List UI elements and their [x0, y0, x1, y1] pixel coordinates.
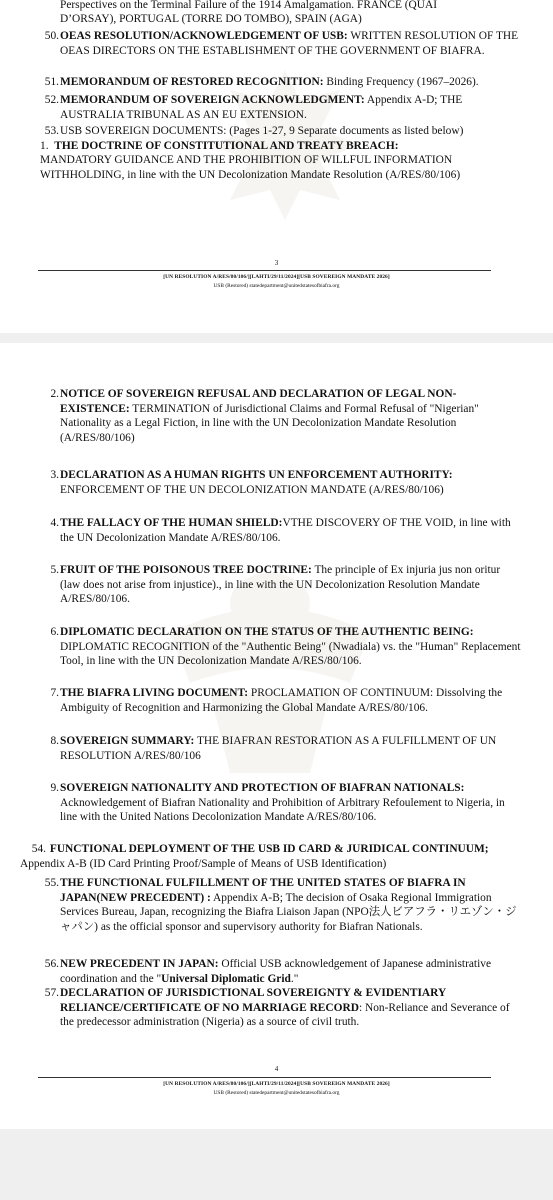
doc-item-8: 8. SOVEREIGN SUMMARY: THE BIAFRAN RESTORATION AS A FULFILLMENT OF UN RESOLUTION A/RES/80/106: [50, 735, 497, 762]
document-page-4: [0, 343, 553, 1129]
footer-divider: [38, 1077, 491, 1078]
list-item-56: 56. NEW PRECEDENT IN JAPAN: Official USB acknowledgement of Japanese administrative coordination and the "Universal Diplomatic Grid.": [44, 958, 491, 985]
doc-item-7: 7. THE BIAFRA LIVING DOCUMENT: PROCLAMATION OF CONTINUUM: Dissolving the Ambiguity of Recognition and Harmonizing the Global Mandate A/RES/80/106.: [50, 687, 503, 714]
list-item-55: 55. THE FUNCTIONAL FULFILLMENT OF THE UNITED STATES OF BIAFRA IN JAPAN(NEW PRECEDENT) : Appendix A-B; The decision of Osaka Regional Immigration Services Bureau, Japan, recognizing the Biafra Liaison Japan (NPO法人ビアフラ・リエゾン・ジャパン) as the official sponsor and supervisory authority for Biafran Nationals.: [44, 877, 517, 933]
list-item-51: 51. MEMORANDUM OF RESTORED RECOGNITION: Binding Frequency (1967–2026).: [44, 76, 479, 88]
doc-item-5: 5. FRUIT OF THE POISONOUS TREE DOCTRINE: The principle of Ex injuria jus non oritur (law does not arise from injustice)., in line with the UN Decolonization Resolution Mandate A/RES/80/106.: [50, 564, 501, 606]
list-item-50: 50. OEAS RESOLUTION/ACKNOWLEDGEMENT OF USB: WRITTEN RESOLUTION OF THE OEAS DIRECTORS ON THE ESTABLISHMENT OF THE GOVERNMENT OF BIAFRA.: [44, 30, 519, 57]
intro-line-1: Perspectives on the Terminal Failure of the 1914 Amalgamation. FRANCE (QUAI: [60, 0, 438, 11]
footer-email: USB (Restored) statedepartment@unitedstatesofbiafra.org: [213, 283, 340, 289]
footer-divider: [38, 270, 491, 271]
footer-reference: [UN RESOLUTION A/RES/80/106/][LAHTI/29/11/2024][USB SOVEREIGN MANDATE 2026]: [163, 1081, 390, 1087]
doc-item-6: 6. DIPLOMATIC DECLARATION ON THE STATUS OF THE AUTHENTIC BEING: DIPLOMATIC RECOGNITION of the "Authentic Being" (Nwadiala) vs. the "Human" Replacement Tool, in line with the UN Decolonization Mandate A/RES/80/106.: [50, 626, 521, 668]
footer-reference: [UN RESOLUTION A/RES/80/106/][LAHTI/29/11/2024][USB SOVEREIGN MANDATE 2026]: [163, 274, 390, 280]
document-page-3: [0, 0, 553, 333]
doc-item-3: 3. DECLARATION AS A HUMAN RIGHTS UN ENFORCEMENT AUTHORITY: ENFORCEMENT OF THE UN DECOLONIZATION MANDATE (A/RES/80/106): [50, 469, 453, 496]
footer-email: USB (Restored) statedepartment@unitedstatesofbiafra.org: [213, 1090, 340, 1096]
doctrine-line-2: MANDATORY GUIDANCE AND THE PROHIBITION OF WILLFUL INFORMATION: [40, 154, 453, 166]
doc-item-9: 9. SOVEREIGN NATIONALITY AND PROTECTION OF BIAFRAN NATIONALS: Acknowledgement of Biafran Nationality and Prohibition of Arbitrary Refoulement to Nigeria, in line with the United Nations Decolonization Mandate A/RES/80/106.: [50, 782, 505, 824]
page-number: 3: [274, 259, 279, 267]
doctrine-item-1: 1. THE DOCTRINE OF CONSTITUTIONAL AND TREATY BREACH:: [40, 140, 399, 152]
list-item-57: 57. DECLARATION OF JURISDICTIONAL SOVEREIGNTY & EVIDENTIARY RELIANCE/CERTIFICATE OF NO MARRIAGE RECORD: Non-Reliance and Severance of the predecessor administration (Nigeria) as a source of civil truth.: [44, 987, 510, 1029]
list-item-52: 52. MEMORANDUM OF SOVEREIGN ACKNOWLEDGMENT: Appendix A-D; THE AUSTRALIA TRIBUNAL AS AN EU EXTENSION.: [44, 94, 463, 121]
page-number: 4: [274, 1065, 279, 1073]
doctrine-line-3: WITHHOLDING, in line with the UN Decolonization Mandate Resolution (A/RES/80/106): [40, 169, 461, 181]
doc-item-4: 4. THE FALLACY OF THE HUMAN SHIELD:VTHE DISCOVERY OF THE VOID, in line with the UN Decolonization Mandate A/RES/80/106.: [50, 517, 511, 544]
list-item-53: 53. USB SOVEREIGN DOCUMENTS: (Pages 1-27, 9 Separate documents as listed below): [44, 125, 464, 137]
intro-line-2: D’ORSAY), PORTUGAL (TORRE DO TOMBO), SPAIN (AGA): [60, 13, 362, 25]
list-item-54: 54. FUNCTIONAL DEPLOYMENT OF THE USB ID CARD & JURIDICAL CONTINUUM; Appendix A-B (ID Card Printing Proof/Sample of Means of USB Identification): [20, 843, 489, 870]
doc-item-2: 2. NOTICE OF SOVEREIGN REFUSAL AND DECLARATION OF LEGAL NON-EXISTENCE: TERMINATION of Jurisdictional Claims and Formal Refusal of "Nigerian" Nationality as a Legal Fiction, in line with the UN Decolonization Mandate Resolution (A/RES/80/106): [50, 388, 479, 444]
